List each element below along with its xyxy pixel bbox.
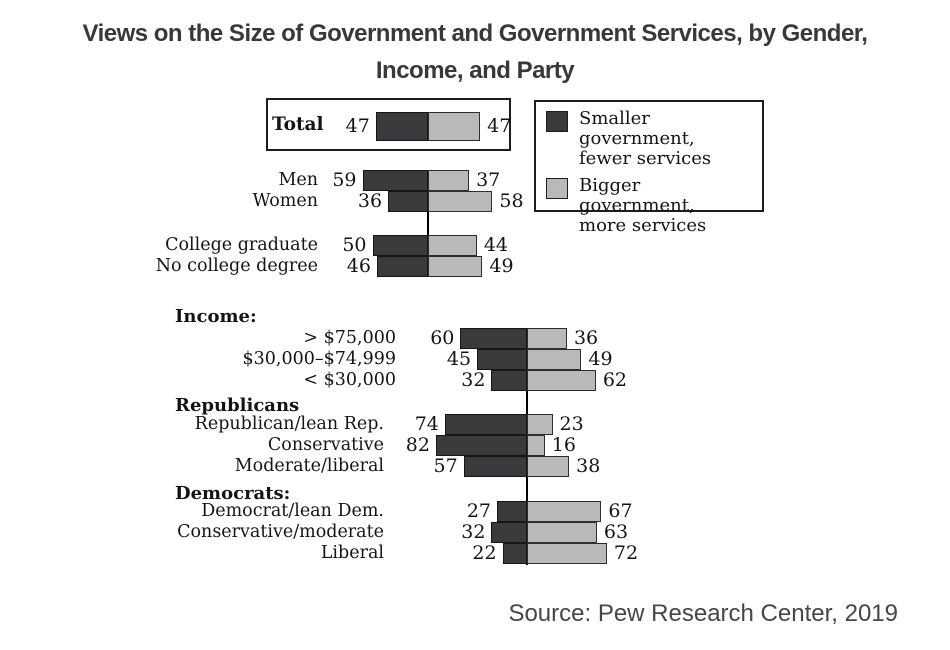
value-smaller: 46 <box>346 255 371 277</box>
bar-smaller <box>363 170 428 191</box>
bar-smaller <box>477 349 527 370</box>
legend-label-line: Bigger government, <box>579 175 695 216</box>
bar-smaller <box>491 370 527 391</box>
value-bigger: 44 <box>483 234 509 256</box>
bar-smaller <box>388 191 428 212</box>
bar-smaller <box>503 543 527 564</box>
bar-bigger <box>527 501 601 522</box>
value-bigger: 49 <box>588 348 613 370</box>
section-header-income: Income: <box>175 306 257 327</box>
value-bigger: 47 <box>487 115 512 137</box>
bar-smaller <box>376 112 428 141</box>
value-smaller: 36 <box>357 190 383 212</box>
row-label: Moderate/liberal <box>234 456 384 476</box>
value-bigger: 58 <box>499 190 524 212</box>
value-bigger: 36 <box>573 327 599 349</box>
value-bigger: 37 <box>476 169 501 191</box>
value-smaller: 22 <box>472 542 497 564</box>
value-smaller: 27 <box>466 500 492 522</box>
bigger-government-swatch-icon <box>546 178 568 199</box>
row-label: Republican/lean Rep. <box>194 414 384 434</box>
bar-bigger <box>428 191 492 212</box>
value-bigger: 23 <box>559 413 584 435</box>
value-smaller: 60 <box>430 327 455 349</box>
row-label: < $30,000 <box>303 370 396 390</box>
value-smaller: 50 <box>342 234 367 256</box>
bar-smaller <box>436 435 527 456</box>
row-label: Conservative <box>267 435 384 455</box>
bar-bigger <box>527 370 596 391</box>
bar-bigger <box>428 112 480 141</box>
legend-label-line: Smaller government, <box>579 108 695 149</box>
row-label: Democrat/lean Dem. <box>201 501 384 521</box>
section-header-democrats: Democrats: <box>175 483 291 504</box>
bar-bigger <box>527 456 569 477</box>
bar-smaller <box>373 235 429 256</box>
bar-bigger <box>527 543 607 564</box>
bar-bigger <box>428 170 469 191</box>
bar-smaller <box>377 256 428 277</box>
bar-bigger <box>428 256 482 277</box>
value-bigger: 62 <box>602 369 627 391</box>
value-bigger: 72 <box>613 542 639 564</box>
row-label-total: Total <box>272 114 324 135</box>
value-smaller: 59 <box>332 169 357 191</box>
row-label: No college degree <box>155 256 318 276</box>
chart-title-line-2: Income, and Party <box>375 57 575 84</box>
legend-label-line: fewer services <box>579 148 712 169</box>
source-credit: Source: Pew Research Center, 2019 <box>508 600 898 627</box>
value-smaller: 32 <box>461 521 486 543</box>
row-label: Women <box>252 191 318 211</box>
value-smaller: 45 <box>446 348 472 370</box>
row-label: Conservative/moderate <box>177 522 384 542</box>
bar-smaller <box>491 522 527 543</box>
row-label: Liberal <box>320 543 384 563</box>
bar-bigger <box>527 349 581 370</box>
row-label: > $75,000 <box>303 328 396 348</box>
bar-bigger <box>527 522 597 543</box>
legend-label <box>579 176 754 236</box>
chart-title-line-1: Views on the Size of Government and Government Services, by Gender, <box>82 20 868 47</box>
value-bigger: 38 <box>576 455 601 477</box>
legend-label <box>579 109 754 169</box>
bar-bigger <box>428 235 477 256</box>
value-bigger: 16 <box>551 434 576 456</box>
legend-item-smaller-government <box>544 109 754 169</box>
value-smaller: 32 <box>461 369 486 391</box>
value-bigger: 63 <box>603 521 629 543</box>
bar-smaller <box>445 414 527 435</box>
row-label: $30,000–$74,999 <box>242 349 396 369</box>
value-smaller: 74 <box>414 413 439 435</box>
bar-smaller <box>464 456 527 477</box>
value-bigger: 49 <box>489 255 514 277</box>
value-smaller: 57 <box>433 455 458 477</box>
smaller-government-swatch-icon <box>546 111 568 132</box>
bar-smaller <box>460 328 527 349</box>
legend <box>534 100 764 236</box>
value-smaller: 47 <box>345 115 370 137</box>
bar-bigger <box>527 435 545 456</box>
bar-bigger <box>527 328 567 349</box>
row-label: College graduate <box>165 235 318 255</box>
bar-smaller <box>497 501 527 522</box>
section-header-republicans: Republicans <box>175 395 300 416</box>
row-label: Men <box>278 170 318 190</box>
value-smaller: 82 <box>405 434 430 456</box>
value-bigger: 67 <box>608 500 633 522</box>
legend-item-bigger-government <box>544 176 754 236</box>
bar-bigger <box>527 414 553 435</box>
legend-label-line: more services <box>579 215 707 236</box>
